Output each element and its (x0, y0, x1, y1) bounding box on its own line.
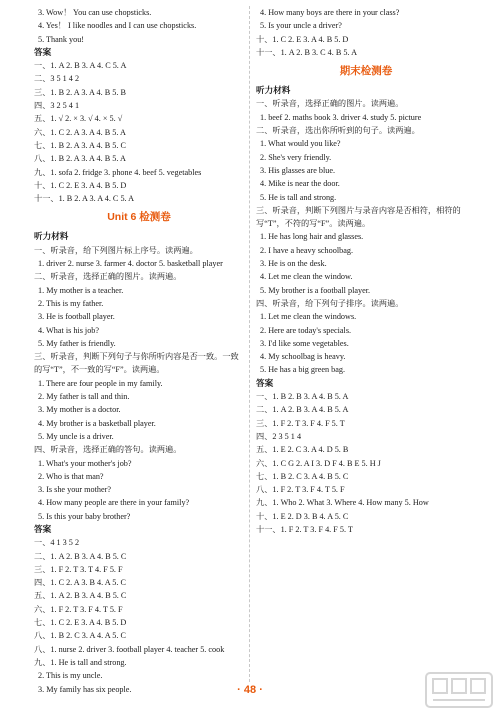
text-line: 4. What is his job? (38, 325, 100, 335)
answer-line: 九、1. sofa 2. fridge 3. phone 4. beef 5. vegetables (34, 167, 202, 177)
answer-line: 九、1. He is tall and strong. (34, 657, 127, 667)
answer-line: 八、1. B 2. C 3. A 4. A 5. C (34, 631, 126, 641)
text-line: 5. Thank you! (38, 34, 85, 44)
answer-line: 四、2 3 5 1 4 (256, 431, 302, 441)
section-intro: 二、听录音，选出你所听到的句子。读两遍。 (256, 126, 420, 136)
answer-line: 十、1. C 2. E 3. A 4. B 5. D (34, 180, 127, 190)
answers-label: 答案 (256, 377, 274, 388)
answer-line: 二、3 5 1 4 2 (34, 74, 80, 84)
text-line: 4. My brother is a basketball player. (38, 418, 156, 428)
answer-line: 一、4 1 3 5 2 (34, 538, 80, 548)
text-line: 1. beef 2. maths book 3. driver 4. study 5. picture (260, 112, 422, 122)
answer-line: 七、1. B 2. C 3. A 4. B 5. C (256, 471, 349, 481)
text-line: 3. He is football player. (38, 312, 115, 322)
text-line: 1. My mother is a teacher. (38, 285, 124, 295)
text-line: 3. My mother is a doctor. (38, 405, 121, 415)
text-line: 3. I'd like some vegetables. (260, 338, 349, 348)
section-intro: 一、听录音，选择正确的图片。读两遍。 (256, 99, 404, 109)
text-line: 5. He has a big green bag. (260, 365, 346, 375)
text-line: 2. I have a heavy schoolbag. (260, 245, 353, 255)
answer-line: 八、1. nurse 2. driver 3. football player 4. teacher 5. cook (34, 644, 225, 654)
answer-line: 一、1. B 2. B 3. A 4. B 5. A (256, 392, 349, 402)
answer-line: 五、1. √ 2. × 3. √ 4. × 5. √ (34, 114, 123, 124)
answer-line: 2. This is my uncle. (38, 671, 103, 681)
section-intro: 一、听录音，给下列图片标上序号。读两遍。 (34, 245, 198, 255)
text-line: 2. This is my father. (38, 298, 104, 308)
answers-label: 答案 (34, 46, 52, 57)
answer-line: 二、1. A 2. B 3. A 4. B 5. C (34, 551, 127, 561)
section-intro: 三、听录音，判断下列图片与录音内容是否相符，相符的写“T”，不符的写“F”。读两遍。 (256, 205, 461, 229)
answer-line: 十一、1. B 2. A 3. A 4. C 5. A (34, 194, 135, 204)
text-line: 5. My uncle is a driver. (38, 431, 114, 441)
text-line: 4. How many boys are there in your class? (260, 8, 400, 17)
text-line: 4. My schoolbag is heavy. (260, 352, 346, 362)
text-line: 5. Is your uncle a driver? (260, 21, 342, 31)
text-line: 2. She's very friendly. (260, 152, 332, 162)
text-line: 4. Yes！ I like noodles and I can use chopsticks. (38, 21, 197, 31)
right-column (256, 6, 476, 536)
watermark-stamp-icon (424, 671, 494, 709)
answer-line: 一、1. A 2. B 3. A 4. C 5. A (34, 61, 127, 71)
text-line: 1. What's your mother's job? (38, 458, 132, 468)
answer-line: 八、1. F 2. T 3. F 4. T 5. F (256, 485, 345, 495)
text-line: 5. My father is friendly. (38, 338, 116, 348)
page-dot-right: · (259, 684, 263, 696)
text-line: 3. Wow！ You can use chopsticks. (38, 8, 152, 17)
section-intro: 四、听录音，选择正确的答句。读两遍。 (34, 445, 182, 455)
left-top-lines (34, 6, 244, 46)
text-line: 2. My father is tall and thin. (38, 392, 130, 402)
answer-line: 九、1. Who 2. What 3. Where 4. How many 5. How (256, 498, 429, 508)
answer-line: 六、1. F 2. T 3. F 4. T 5. F (34, 604, 123, 614)
text-line: 3. His glasses are blue. (260, 165, 336, 175)
text-line: 4. Let me clean the window. (260, 272, 353, 282)
answer-line: 七、1. C 2. E 3. A 4. B 5. D (34, 618, 127, 628)
answer-line: 六、1. C G 2. A I 3. D F 4. B E 5. H J (256, 458, 381, 468)
answer-line: 五、1. E 2. C 3. A 4. D 5. B (256, 445, 349, 455)
answer-line: 五、1. A 2. B 3. A 4. B 5. C (34, 591, 127, 601)
section-intro: 三、听录音，判断下列句子与你所听内容是否一致。一致的写“T”，不一致的写“F”。读两遍。 (34, 352, 239, 375)
answer-line: 四、1. C 2. A 3. B 4. A 5. C (34, 578, 126, 588)
answer-line: 八、1. B 2. A 3. A 4. B 5. A (34, 154, 126, 164)
text-line: 3. He is on the desk. (260, 259, 327, 269)
text-line: 3. Is she your mother? (38, 485, 111, 495)
page-number-text: 48 (243, 684, 257, 696)
text-line: 4. How many people are there in your family? (38, 498, 190, 508)
unit-title: Unit 6 检测卷 (107, 211, 171, 224)
answer-line: 十、1. C 2. E 3. A 4. B 5. D (256, 34, 349, 44)
listening-label: 听力材料 (256, 85, 291, 96)
exam-title: 期末检测卷 (339, 65, 393, 78)
answer-line: 三、1. F 2. T 3. F 4. F 5. T (256, 418, 345, 428)
text-line: 5. He is tall and strong. (260, 192, 337, 202)
left-column (34, 6, 244, 696)
text-line: 1. He has long hair and glasses. (260, 232, 364, 242)
answers-block (34, 59, 244, 205)
answer-line: 3. My family has six people. (38, 684, 132, 694)
page-dot-left: · (237, 684, 241, 696)
section-intro: 二、听录音，选择正确的图片。读两遍。 (34, 272, 182, 282)
text-line: 2. Who is that man? (38, 471, 104, 481)
listening-label: 听力材料 (34, 231, 69, 242)
answer-line: 二、1. A 2. B 3. A 4. B 5. A (256, 405, 349, 415)
section-intro: 四、听录音，给下列句子排序。读两遍。 (256, 298, 404, 308)
text-line: 2. Here are today's specials. (260, 325, 352, 335)
answer-line: 六、1. C 2. A 3. A 4. B 5. A (34, 127, 126, 137)
text-line: 5. My brother is a football player. (260, 285, 371, 295)
answer-line: 十一、1. F 2. T 3. F 4. F 5. T (256, 524, 353, 534)
answer-line: 七、1. B 2. A 3. A 4. B 5. C (34, 140, 126, 150)
answers-label: 答案 (34, 523, 52, 534)
text-line: 1. Let me clean the windows. (260, 312, 357, 322)
column-divider (249, 6, 250, 682)
answer-line: 三、1. B 2. A 3. A 4. B 5. B (34, 87, 126, 97)
answer-line: 十一、1. A 2. B 3. C 4. B 5. A (256, 47, 357, 57)
text-line: 1. What would you like? (260, 139, 341, 149)
answer-line: 四、3 2 5 4 1 (34, 101, 80, 111)
text-line: 1. There are four people in my family. (38, 378, 163, 388)
answer-line: 三、1. F 2. T 3. T 4. F 5. F (34, 564, 123, 574)
answer-line: 十、1. E 2. D 3. B 4. A 5. C (256, 511, 349, 521)
text-line: 4. Mike is near the door. (260, 179, 340, 189)
text-line: 5. Is this your baby brother? (38, 511, 131, 521)
text-line: 1. driver 2. nurse 3. farmer 4. doctor 5. basketball player (38, 259, 223, 269)
